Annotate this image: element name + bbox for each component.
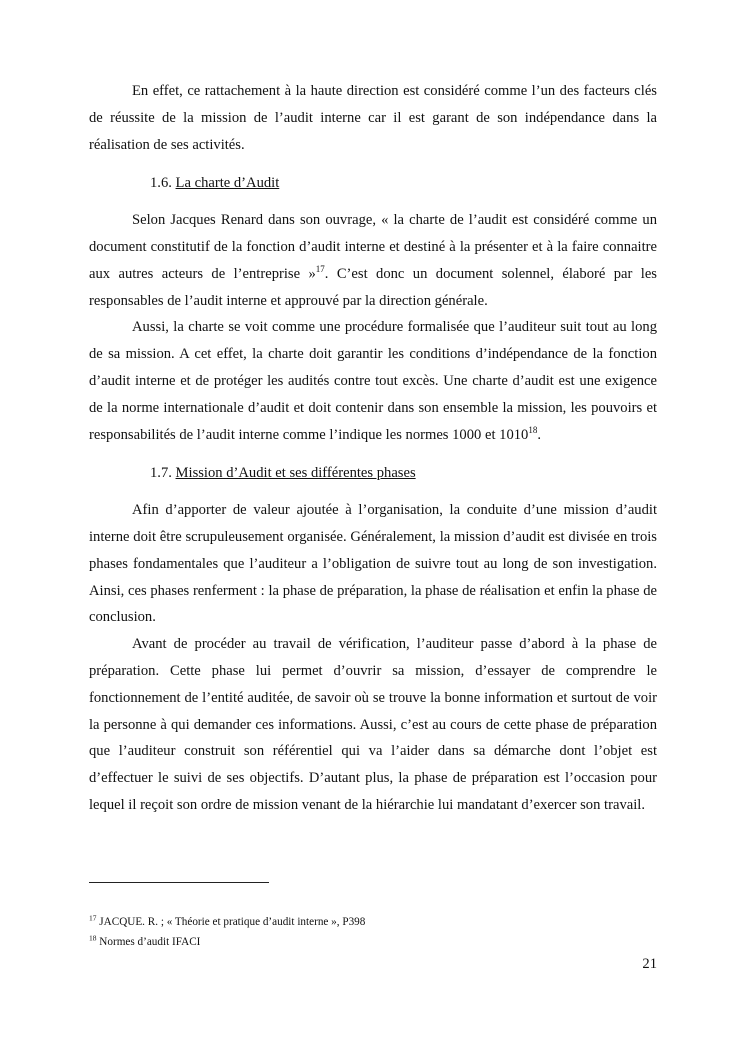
paragraph-text: Selon Jacques Renard dans son ouvrage, « la charte de l’audit est considéré comme un document constitutif de la fonction d’audit interne et destiné à la présenter et à la faire connaitre aux autres acteurs de l’entreprise »	[89, 212, 657, 282]
footnote-number: 17	[89, 913, 97, 923]
footnote-reference: 18	[528, 424, 538, 435]
page-body	[89, 78, 657, 819]
footnotes	[89, 912, 657, 952]
footnote-reference: 17	[315, 263, 325, 274]
paragraph-mission-phases	[89, 497, 657, 631]
footnote-number: 18	[89, 933, 97, 943]
paragraph-rattachement	[89, 78, 657, 158]
footnote-separator	[89, 882, 269, 883]
footnote-text: Normes d’audit IFACI	[99, 936, 201, 948]
page-number: 21	[642, 956, 657, 972]
footnote-17	[89, 912, 657, 932]
footnote-18	[89, 932, 657, 952]
paragraph-text: Avant de procéder au travail de vérification, l’auditeur passe d’abord à la phase de préparation. Cette phase lui permet d’ouvrir sa mission, d’essayer de comprendre le fonctionnement de l’entité auditée, de savoir où se trouve la bonne information et surtout de voir la personne à qui demander ces informations. Aussi, c’est au cours de cette phase de préparation que l’auditeur construit son référentiel qui va l’aider dans sa démarche dont l’objet est d’effectuer le suivi de ses objectifs. D’autant plus, la phase de préparation est l’occasion pour lequel il reçoit son ordre de mission venant de la hiérarchie lui mandatant d’exercer son travail.	[89, 636, 657, 813]
heading-number: 1.7.	[150, 465, 172, 482]
paragraph-preparation-phase	[89, 631, 657, 819]
paragraph-charte-procedure	[89, 314, 657, 448]
footnote-text: JACQUE. R. ; « Théorie et pratique d’audit interne », P398	[99, 916, 366, 928]
paragraph-text: . C’est donc un document solennel, élaboré par les responsables de l’audit interne et approuvé par la direction générale.	[89, 265, 657, 309]
paragraph-charte-definition	[89, 207, 657, 314]
paragraph-text: Afin d’apporter de valeur ajoutée à l’organisation, la conduite d’une mission d’audit interne doit être scrupuleusement organisée. Généralement, la mission d’audit est divisée en trois phases fondamentales que l’auditeur a l’obligation de suivre tout au long de son investigation. Ainsi, ces phases renferment : la phase de préparation, la phase de réalisation et enfin la phase de conclusion.	[89, 502, 657, 626]
section-heading-1-6	[89, 170, 657, 197]
heading-title: Mission d’Audit et ses différentes phases	[175, 465, 416, 482]
paragraph-text: Aussi, la charte se voit comme une procédure formalisée que l’auditeur suit tout au long de sa mission. A cet effet, la charte doit garantir les conditions d’indépendance de la fonction d’audit interne et de protéger les audités contre tout excès. Une charte d’audit est une exigence de la norme internationale d’audit et doit contenir dans son ensemble la mission, les pouvoirs et responsabilités de l’audit interne comme l’indique les normes 1000 et 1010	[89, 319, 657, 443]
heading-title: La charte d’Audit	[175, 175, 280, 192]
paragraph-text: En effet, ce rattachement à la haute direction est considéré comme l’un des facteurs clés de réussite de la mission de l’audit interne car il est garant de son indépendance dans la réalisation de ses activités.	[89, 83, 657, 153]
section-heading-1-7	[89, 460, 657, 487]
paragraph-text: .	[537, 426, 541, 443]
heading-number: 1.6.	[150, 175, 172, 192]
